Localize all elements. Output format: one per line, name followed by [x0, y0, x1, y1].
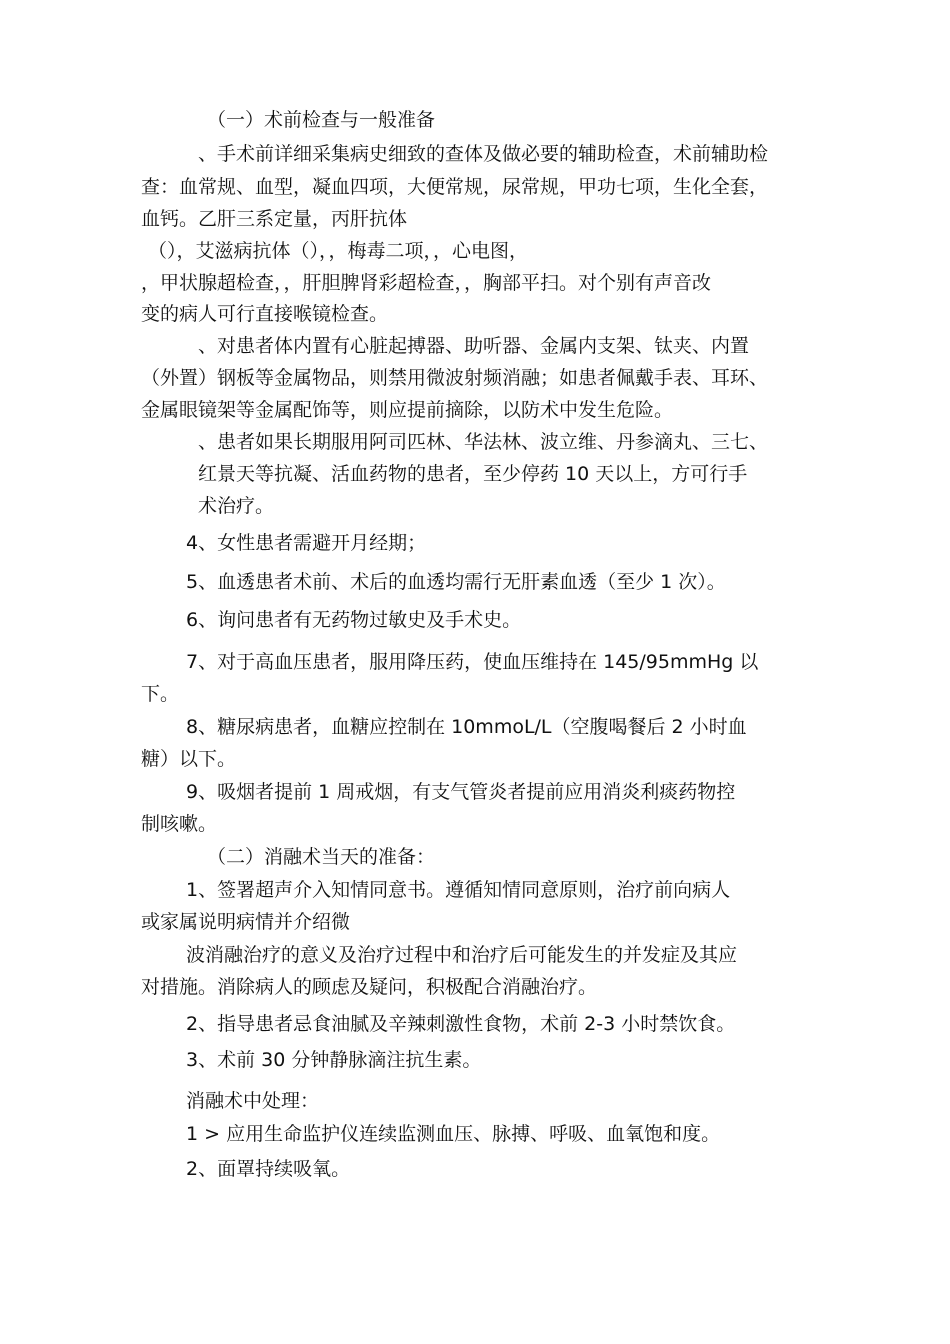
list-item: 7、对于高血压患者，服用降压药，使血压维持在 145/95mmHg 以	[186, 651, 759, 673]
paragraph-line: 波消融治疗的意义及治疗过程中和治疗后可能发生的并发症及其应	[186, 944, 738, 966]
list-item: 5、血透患者术前、术后的血透均需行无肝素血透（至少 1 次）。	[186, 571, 726, 593]
paragraph-line: 术治疗。	[198, 495, 275, 517]
section-heading-1: （一）术前检查与一般准备	[207, 109, 436, 131]
paragraph-line: 变的病人可行直接喉镜检查。	[141, 303, 389, 325]
paragraph-line: ，甲状腺超检查，，肝胆脾肾彩超检查，，胸部平扫。对个别有声音改	[141, 272, 712, 294]
list-item: 8、糖尿病患者，血糖应控制在 10mmoL/L（空腹喝餐后 2 小时血	[186, 716, 747, 738]
paragraph-line: 、患者如果长期服用阿司匹林、华法林、波立维、丹参滴丸、三七、	[198, 431, 769, 453]
list-item: 4、女性患者需避开月经期；	[186, 532, 427, 554]
list-item: 9、吸烟者提前 1 周戒烟，有支气管炎者提前应用消炎利痰药物控	[186, 781, 736, 803]
paragraph-line: 查：血常规、血型，凝血四项，大便常规，尿常规，甲功七项，生化全套，	[141, 176, 769, 198]
paragraph-line: 、手术前详细采集病史细致的查体及做必要的辅助检查，术前辅助检	[198, 143, 769, 165]
paragraph-line: （），艾滋病抗体（），，梅毒二项，，心电图，	[148, 240, 529, 262]
subheading: 消融术中处理：	[186, 1090, 320, 1112]
list-item: 2、面罩持续吸氧。	[186, 1158, 351, 1180]
paragraph-line: 制咳嗽。	[141, 813, 218, 835]
section-heading-2: （二）消融术当天的准备：	[207, 846, 436, 868]
list-item: 6、询问患者有无药物过敏史及手术史。	[186, 609, 522, 631]
paragraph-line: 对措施。消除病人的顾虑及疑问，积极配合消融治疗。	[141, 976, 598, 998]
paragraph-line: 或家属说明病情并介绍微	[141, 911, 351, 933]
paragraph-line: 金属眼镜架等金属配饰等，则应提前摘除，以防术中发生危险。	[141, 399, 674, 421]
paragraph-line: （外置）钢板等金属物品，则禁用微波射频消融；如患者佩戴手表、耳环、	[141, 367, 769, 389]
list-item: 3、术前 30 分钟静脉滴注抗生素。	[186, 1049, 482, 1071]
list-item: 2、指导患者忌食油腻及辛辣刺激性食物，术前 2-3 小时禁饮食。	[186, 1013, 736, 1035]
list-item: 1 > 应用生命监护仪连续监测血压、脉搏、呼吸、血氧饱和度。	[186, 1123, 721, 1145]
paragraph-line: 血钙。乙肝三系定量，丙肝抗体	[141, 208, 408, 230]
paragraph-line: 糖）以下。	[141, 748, 237, 770]
paragraph-line: 下。	[141, 683, 180, 705]
paragraph-line: 红景天等抗凝、活血药物的患者，至少停药 10 天以上，方可行手	[198, 463, 748, 485]
paragraph-line: 、对患者体内置有心脏起搏器、助听器、金属内支架、钛夹、内置	[198, 335, 750, 357]
list-item: 1、签署超声介入知情同意书。遵循知情同意原则，治疗前向病人	[186, 879, 731, 901]
